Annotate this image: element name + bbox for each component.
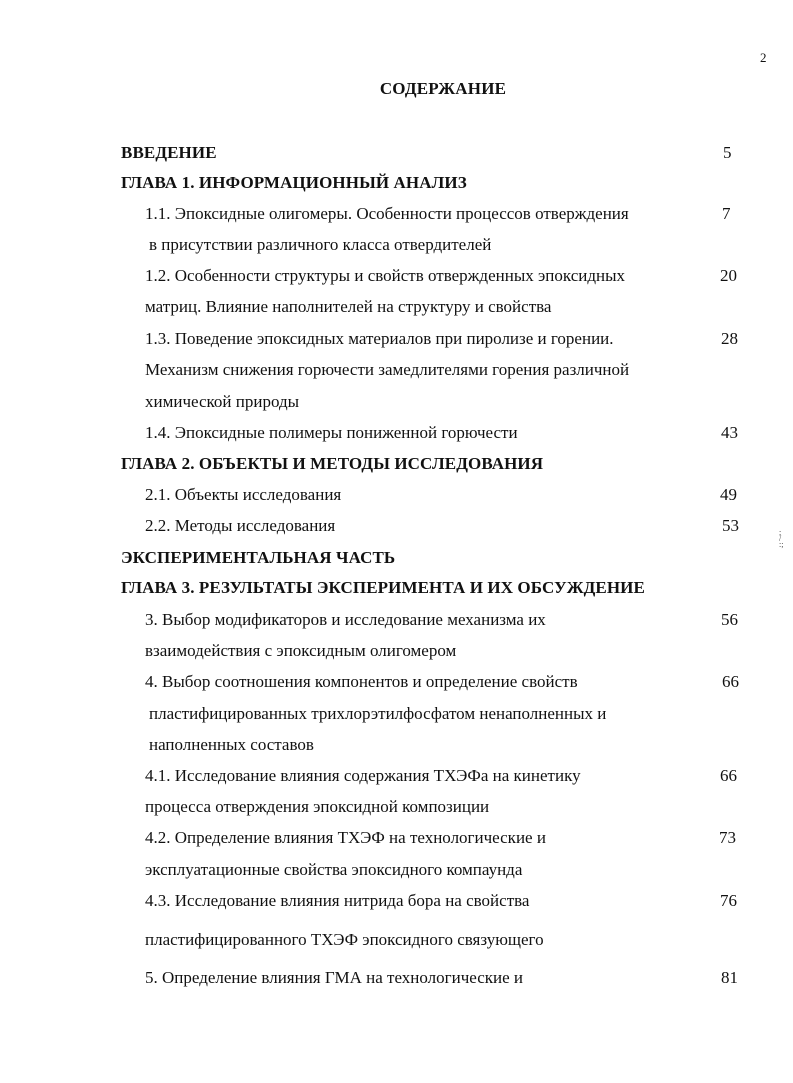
toc-entry-1-1: 1.1. Эпоксидные олигомеры. Особенности процессов отверждения bbox=[145, 204, 629, 223]
toc-entry-continuation: наполненных составов bbox=[149, 735, 314, 754]
toc-entry-introduction: ВВЕДЕНИЕ bbox=[121, 143, 217, 162]
toc-entry-continuation: эксплуатационные свойства эпоксидного компаунда bbox=[145, 860, 523, 879]
toc-entry-continuation: матриц. Влияние наполнителей на структуру и свойства bbox=[145, 297, 552, 316]
toc-page-number: 81 bbox=[721, 968, 738, 987]
toc-section-experimental: ЭКСПЕРИМЕНТАЛЬНАЯ ЧАСТЬ bbox=[121, 548, 396, 567]
toc-entry-1-3: 1.3. Поведение эпоксидных материалов при пиролизе и горении. bbox=[145, 329, 614, 348]
toc-page-number: 28 bbox=[721, 329, 738, 348]
page-number: 2 bbox=[760, 50, 767, 65]
toc-page-number: 66 bbox=[722, 672, 739, 691]
toc-page-number: 43 bbox=[721, 423, 738, 442]
page-title: СОДЕРЖАНИЕ bbox=[379, 79, 507, 98]
toc-entry-2-1: 2.1. Объекты исследования bbox=[145, 485, 342, 504]
toc-entry-4-2: 4.2. Определение влияния ТХЭФ на технологические и bbox=[145, 828, 546, 847]
toc-page-number: 5 bbox=[723, 143, 732, 162]
toc-chapter-2: ГЛАВА 2. ОБЪЕКТЫ И МЕТОДЫ ИССЛЕДОВАНИЯ bbox=[121, 454, 544, 473]
toc-entry-continuation: Механизм снижения горючести замедлителями горения различной bbox=[145, 360, 630, 379]
toc-page-number: 20 bbox=[720, 266, 737, 285]
toc-page-number: 66 bbox=[720, 766, 737, 785]
toc-entry-2-2: 2.2. Методы исследования bbox=[145, 516, 336, 535]
toc-page-number: 76 bbox=[720, 891, 737, 910]
toc-chapter-1: ГЛАВА 1. ИНФОРМАЦИОННЫЙ АНАЛИЗ bbox=[121, 173, 467, 192]
toc-entry-3: 3. Выбор модификаторов и исследование механизма их bbox=[145, 610, 546, 629]
toc-page-number: 73 bbox=[719, 828, 736, 847]
toc-entry-1-2: 1.2. Особенности структуры и свойств отвержденных эпоксидных bbox=[145, 266, 626, 285]
toc-page-number: 53 bbox=[722, 516, 739, 535]
toc-entry-continuation: пластифицированных трихлорэтилфосфатом ненаполненных и bbox=[149, 704, 607, 723]
toc-chapter-3: ГЛАВА 3. РЕЗУЛЬТАТЫ ЭКСПЕРИМЕНТА И ИХ ОБСУЖДЕНИЕ bbox=[121, 578, 645, 597]
toc-entry-5: 5. Определение влияния ГМА на технологические и bbox=[145, 968, 524, 987]
toc-page-number: 49 bbox=[720, 485, 737, 504]
margin-scan-mark: ; / :; bbox=[779, 528, 784, 549]
toc-entry-1-4: 1.4. Эпоксидные полимеры пониженной горючести bbox=[145, 423, 518, 442]
toc-entry-4: 4. Выбор соотношения компонентов и определение свойств bbox=[145, 672, 578, 691]
toc-entry-4-1: 4.1. Исследование влияния содержания ТХЭФа на кинетику bbox=[145, 766, 581, 785]
toc-entry-continuation: химической природы bbox=[145, 392, 300, 411]
toc-entry-4-3: 4.3. Исследование влияния нитрида бора на свойства bbox=[145, 891, 530, 910]
toc-page-number: 7 bbox=[722, 204, 731, 223]
toc-page-number: 56 bbox=[721, 610, 738, 629]
toc-entry-continuation: процесса отверждения эпоксидной композиции bbox=[145, 797, 490, 816]
toc-entry-continuation: в присутствии различного класса отвердителей bbox=[149, 235, 492, 254]
toc-entry-continuation: взаимодействия с эпоксидным олигомером bbox=[145, 641, 457, 660]
toc-entry-continuation: пластифицированного ТХЭФ эпоксидного связующего bbox=[145, 930, 544, 949]
